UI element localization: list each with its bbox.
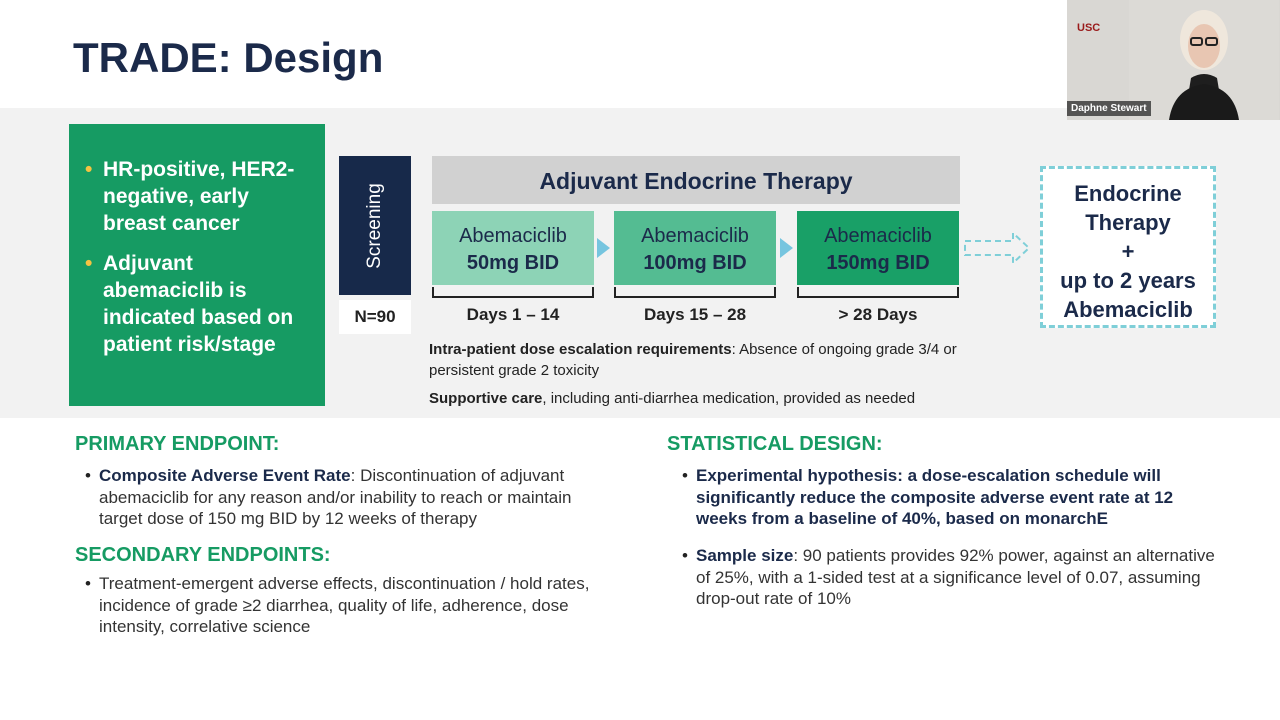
supportive-text: , including anti-diarrhea medication, provided as needed [542,390,916,407]
dose-amount: 100mg BID [643,252,747,274]
supportive-label: Supportive care [429,390,543,407]
eligibility-box [69,124,325,406]
dashed-arrow-icon [963,230,1033,266]
continuation-line: Abemaciclib [1063,297,1193,322]
dose-drug: Abemaciclib [459,225,567,247]
primary-endpoint-title: PRIMARY ENDPOINT: [75,433,280,455]
therapy-header: Adjuvant Endocrine Therapy [432,156,960,204]
eligibility-item: • HR-positive, HER2-negative, early breast cancer [85,156,315,237]
dose-box-150 [797,211,959,285]
hypothesis-item [696,465,1216,530]
dose-drug: Abemaciclib [824,225,932,247]
presenter-name: Daphne Stewart [1067,101,1151,116]
primary-endpoint-label: Composite Adverse Event Rate [99,466,351,485]
continuation-line: Therapy [1085,210,1171,235]
screening-label: Screening [364,183,385,269]
escalation-note [429,339,969,381]
continuation-line: up to 2 years [1060,268,1196,293]
escalation-label: Intra-patient dose escalation requirements [429,341,732,358]
presenter-video [1067,0,1280,120]
continuation-line: + [1121,239,1135,264]
sample-n-label: N=90 [339,300,411,334]
dose-amount: 150mg BID [826,252,930,274]
sample-size-item [696,545,1216,610]
sample-size-text: : 90 patients provides 92% power, against an alternative of 25%, with a 1-sided test at a significance level of 0.07, assuming drop-out rate of 10% [696,546,1215,608]
continuation-line: Endocrine [1074,181,1182,206]
period-bracket [432,287,594,298]
period-label: > 28 Days [838,305,918,324]
dose-amount: 50mg BID [466,252,560,274]
period-bracket [614,287,776,298]
arrow-icon [597,238,610,258]
escalation-text: : Absence of ongoing grade 3/4 or persistent grade 2 toxicity [429,341,957,379]
dose-box-50 [432,211,594,285]
slide-title: TRADE: Design [73,34,384,81]
secondary-endpoint-title: SECONDARY ENDPOINTS: [75,544,331,566]
primary-endpoint-item [99,465,619,530]
arrow-icon [780,238,793,258]
period-label: Days 15 – 28 [643,305,747,324]
dose-drug: Abemaciclib [641,225,749,247]
period-label: Days 1 – 14 [466,305,560,324]
secondary-endpoint-item: • Treatment-emergent adverse effects, discontinuation / hold rates, incidence of grade ≥2 diarrhea, quality of life, adherence, dose intensity, correlative science [99,573,619,638]
hypothesis-text: : a dose-escalation schedule will significantly reduce the composite adverse event rate at 12 weeks from a baseline of 40%, based on monarchE [696,466,1174,528]
dose-box-100 [614,211,776,285]
period-bracket [797,287,959,298]
sample-size-label: Sample size [696,546,794,565]
primary-endpoint-text: : Discontinuation of adjuvant abemaciclib for any reason and/or inability to reach or maintain target dose of 150 mg BID by 12 weeks of therapy [99,466,572,528]
usc-logo: USC [1077,22,1101,34]
hypothesis-label: Experimental hypothesis [696,466,898,485]
supportive-note [429,388,989,409]
eligibility-item: • Adjuvant abemaciclib is indicated based on patient risk/stage [85,250,315,358]
continuation-box [1040,166,1216,328]
presenter-image [1129,0,1279,120]
screening-box [339,156,411,295]
statistical-design-title: STATISTICAL DESIGN: [667,433,883,455]
